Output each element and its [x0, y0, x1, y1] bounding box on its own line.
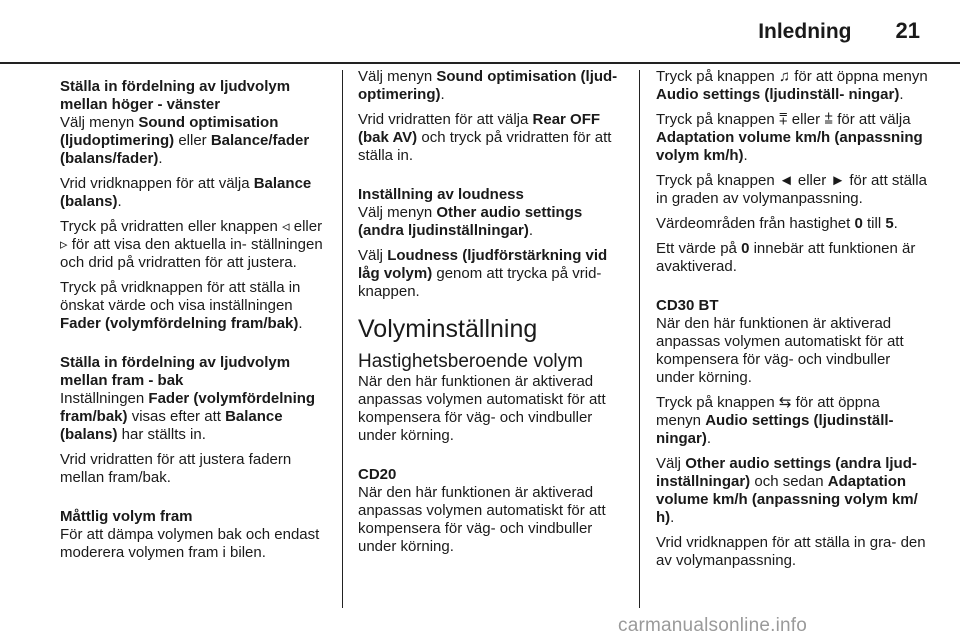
- cd20-heading: CD20: [358, 466, 397, 483]
- rear-off-paragraph: Vrid vridratten för att välja Rear OFF (bak AV) och tryck på vridratten för att ställa in.: [358, 111, 612, 164]
- value-range-paragraph: Värdeområden från hastighet 0 till 5.: [656, 215, 898, 232]
- column-divider-1: [342, 70, 343, 608]
- moderate-volume-heading: Måttlig volym fram: [60, 508, 193, 525]
- moderate-volume-paragraph: För att dämpa volymen bak och endast moderera volymen fram i bilen.: [60, 526, 320, 561]
- zero-value-paragraph: Ett värde på 0 innebär att funktionen är avaktiverad.: [656, 240, 916, 275]
- balance-paragraph-4: Tryck på vridknappen för att ställa in önskat värde och visa inställningen Fader (volymfördelning fram/bak).: [60, 279, 303, 332]
- column-3: [656, 68, 928, 577]
- audio-settings-paragraph: Tryck på knappen ♫ för att öppna menyn Audio settings (ljudinställ- ningar).: [656, 68, 928, 103]
- cd30-paragraph-3: Välj Other audio settings (andra ljud- inställningar) och sedan Adaptation volume km/h (anpassning volym km/ h).: [656, 455, 918, 526]
- speed-volume-heading: Hastighetsberoende volym: [358, 351, 583, 372]
- page-header: [0, 18, 920, 44]
- fader-paragraph-2: Vrid vridratten för att justera fadern mellan fram/bak.: [60, 451, 292, 486]
- balance-paragraph-1: Välj menyn Sound optimisation (ljudoptimering) eller Balance/fader (balans/fader).: [60, 114, 310, 167]
- page-title: Inledning: [758, 20, 852, 43]
- cd30-paragraph-1: När den här funktionen är aktiverad anpassas volymen automatiskt för att kompensera för väg- och vindbuller under körning.: [656, 315, 904, 386]
- loudness-paragraph-1: Välj menyn Other audio settings (andra ljudinställningar).: [358, 204, 583, 239]
- watermark: carmanualsonline.info: [618, 615, 808, 636]
- fader-paragraph-1: Inställningen Fader (volymfördelning fram/bak) visas efter att Balance (balans) har ställts in.: [60, 390, 316, 443]
- volume-section-heading: Volyminställning: [358, 315, 538, 343]
- cd30-heading: CD30 BT: [656, 297, 719, 314]
- balance-heading: Ställa in fördelning av ljudvolym mellan höger - vänster: [60, 78, 291, 113]
- column-divider-2: [639, 70, 640, 608]
- balance-paragraph-2: Vrid vridknappen för att välja Balance (balans).: [60, 175, 312, 210]
- balance-paragraph-3: Tryck på vridratten eller knappen ◃ eller ▹ för att visa den aktuella in- ställningen och drid på vridratten för att justera.: [60, 218, 323, 271]
- adaptation-select-paragraph: Tryck på knappen ⩱ eller ⩲ för att välja Adaptation volume km/h (anpassning volym km/h).: [656, 111, 923, 164]
- sound-optimisation-paragraph: Välj menyn Sound optimisation (ljud- optimering).: [358, 68, 618, 103]
- column-1: [60, 78, 332, 569]
- fader-heading: Ställa in fördelning av ljudvolym mellan fram - bak: [60, 354, 291, 389]
- column-2: [358, 68, 628, 563]
- adaptation-adjust-paragraph: Tryck på knappen ◄ eller ► för att ställa in graden av volymanpassning.: [656, 172, 927, 207]
- cd30-paragraph-4: Vrid vridknappen för att ställa in gra- den av volymanpassning.: [656, 534, 926, 569]
- cd20-paragraph: När den här funktionen är aktiverad anpassas volymen automatiskt för att kompensera för väg- och vindbuller under körning.: [358, 484, 606, 555]
- speed-volume-paragraph: När den här funktionen är aktiverad anpassas volymen automatiskt för att kompensera för väg- och vindbuller under körning.: [358, 373, 606, 444]
- loudness-paragraph-2: Välj Loudness (ljudförstärkning vid låg volym) genom att trycka på vrid- knappen.: [358, 247, 608, 300]
- loudness-heading: Inställning av loudness: [358, 186, 524, 203]
- page-number: 21: [895, 18, 920, 43]
- cd30-paragraph-2: Tryck på knappen ⇆ för att öppna menyn Audio settings (ljudinställ- ningar).: [656, 394, 894, 447]
- header-rule: [0, 62, 960, 64]
